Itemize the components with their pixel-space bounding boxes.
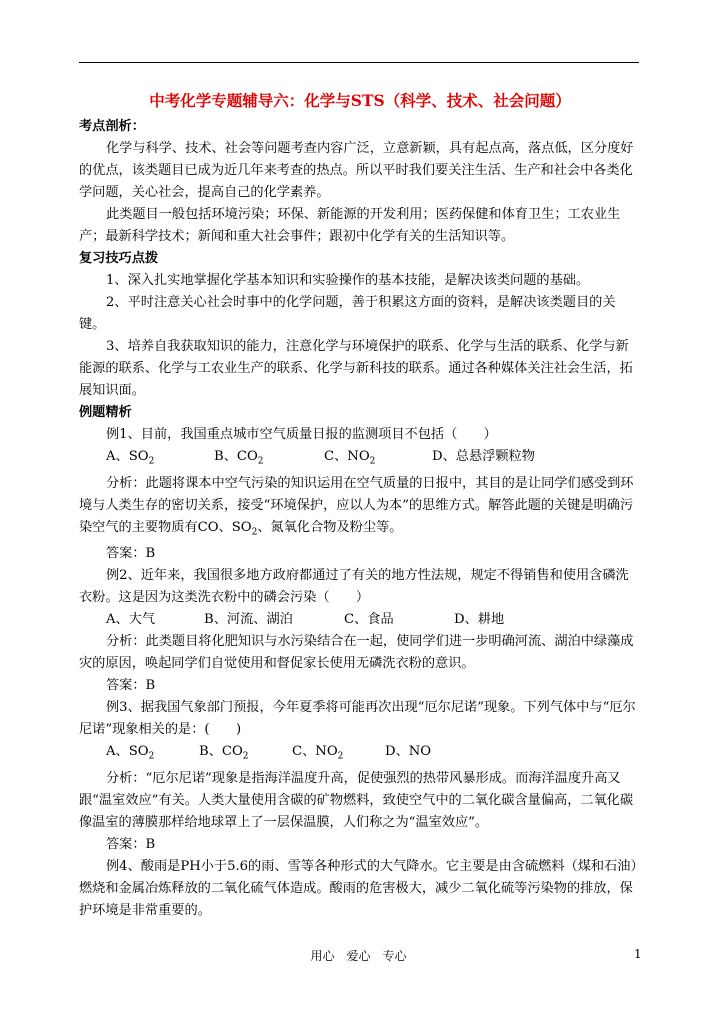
section-heading-tips: 复习技巧点拨: [79, 251, 159, 266]
example-question: 例2、近年来，我国很多地方政府都通过了有关的地方性法规，规定不得销售和使用含磷洗衣粉。这是因为这类洗衣粉中的磷会污染（ ）: [79, 568, 629, 606]
option-d: D、NO: [385, 744, 432, 760]
tip-item: 2、平时注意关心社会时事中的化学问题，善于积累这方面的资料，是解决该类题目的关键。: [79, 295, 616, 332]
example-analysis: 分析：“厄尔尼诺”现象是指海洋温度升高，促使强烈的热带风暴形成。而海洋温度升高又跟“温室效应”有关。人类大量使用含碳的矿物燃料，致使空气中的二氧化碳含量偏高，二氧化碳像温室的薄膜那样给地球罩上了一层保温膜，人们称之为“温室效应”。: [79, 770, 634, 830]
option-b: B、$CO_2$: [199, 744, 249, 762]
example-question: 例1、目前，我国重点城市空气质量日报的监测项目不包括（ ）: [106, 427, 497, 442]
example-options: [79, 609, 641, 631]
paragraph: 此类题目一般包括环境污染；环保、新能源的开发利用；医药保健和体育卫生；工农业生产；最新科学技术；新闻和重大社会事件；跟初中化学有关的生活知识等。: [79, 207, 621, 244]
page-footer: 用心 爱心 专心: [310, 949, 407, 963]
example-options: [79, 446, 641, 473]
paragraph: 化学与科学、技术、社会等问题考查内容广泛，立意新颖，具有起点高，落点低，区分度好的优点，该类题目已成为近几年来考查的热点。所以平时我们要关注生活、生产和社会中各类化学问题，关心社会，提高自己的化学素养。: [79, 141, 634, 200]
section-heading-analysis: 考点剖析：: [79, 119, 145, 134]
example-options: [79, 741, 641, 768]
header-rule: [79, 62, 639, 63]
section-heading-examples: 例题精析: [79, 405, 132, 420]
option-a: A、$SO_2$: [106, 449, 155, 467]
option-b: B、$CO_2$: [214, 449, 264, 467]
example-analysis: 分析：此题将课本中空气污染的知识运用在空气质量的日报中，其目的是让同学们感受到环境与人类生存的密切关系，接受“环境保护，应以人为本”的思维方式。解答此题的关键是明确污染空气的主要物质有CO、$SO_2$、氮氧化合物及粉尘等。: [79, 475, 634, 538]
option-a: A、大气: [106, 612, 156, 628]
option-d: D、耕地: [454, 612, 505, 628]
document-body: [79, 90, 641, 922]
example-analysis: 分析：此类题目将化肥知识与水污染结合在一起，使同学们进一步明确河流、湖泊中绿藻成灾的原因，唤起同学们自觉使用和督促家长使用无磷洗衣粉的意识。: [79, 634, 634, 672]
page-title: 中考化学专题辅导六：化学与STS（科学、技术、社会问题）: [149, 91, 571, 110]
example-answer: 答案：B: [106, 546, 156, 562]
option-c: C、食品: [344, 612, 394, 628]
example-answer: 答案：B: [106, 836, 156, 852]
option-c: C、$NO_2$: [292, 744, 344, 762]
example-question: 例4、酸雨是PH小于5.6的雨、雪等各种形式的大气降水。它主要是由含硫燃料（煤和石油）燃烧和金属冶炼释放的二氧化硫气体造成。酸雨的危害极大，减少二氧化硫等污染物的排放，保护环境是非常重要的。: [79, 858, 638, 918]
tip-item: 1、深入扎实地掌握化学基本知识和实验操作的基本技能，是解决该类问题的基础。: [106, 273, 590, 288]
option-c: C、$NO_2$: [324, 449, 376, 467]
example-question: 例3、据我国气象部门预报，今年夏季将可能再次出现“厄尔尼诺”现象。下列气体中与“厄尔尼诺”现象相关的是：( ): [79, 700, 636, 738]
option-a: A、$SO_2$: [106, 744, 155, 762]
option-d: D、总悬浮颗粒物: [432, 449, 535, 464]
option-b: B、河流、湖泊: [204, 612, 293, 628]
page-number: 1: [634, 947, 642, 961]
tip-item: 3、培养自我获取知识的能力，注意化学与环境保护的联系、化学与生活的联系、化学与新能源的联系、化学与工农业生产的联系、化学与新科技的联系。通过各种媒体关注社会生活，拓展知识面。: [79, 339, 633, 398]
example-answer: 答案：B: [106, 678, 156, 694]
